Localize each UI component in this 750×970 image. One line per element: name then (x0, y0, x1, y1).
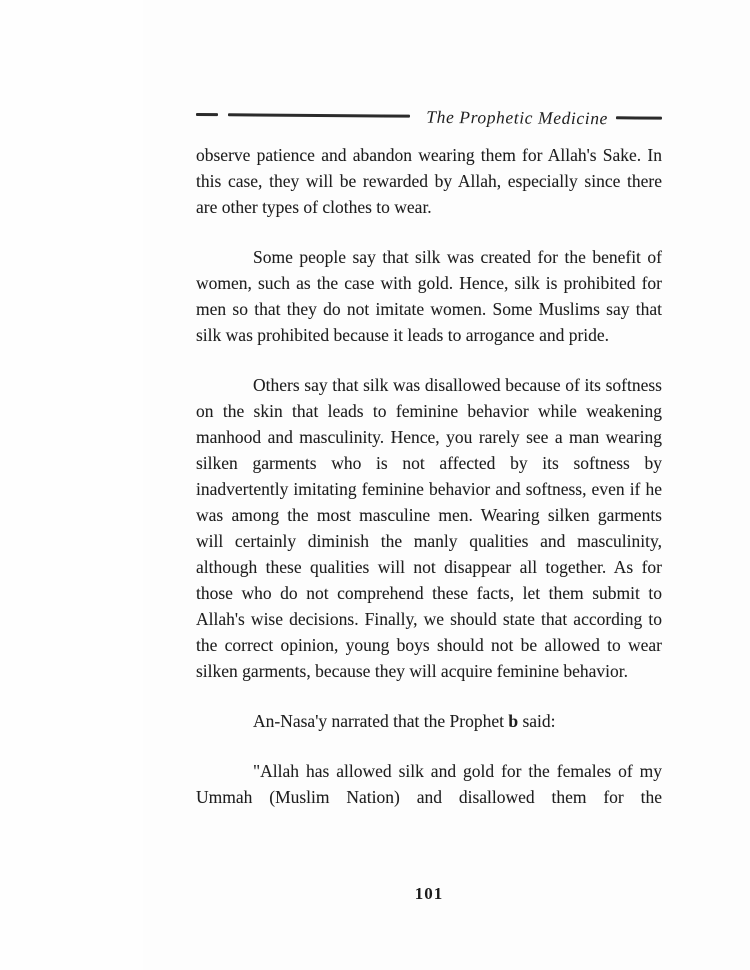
page-number: 101 (414, 884, 444, 903)
running-header (196, 104, 662, 129)
hadith-intro-prefix: An-Nasa'y narrated that the Prophet (253, 711, 509, 731)
header-rule-right (616, 117, 662, 120)
paragraph-silk-for-women: Some people say that silk was created for the benefit of women, such as the case with gold. Hence, silk is prohibited for men so that they do not imitate women. Some Muslims say that silk was prohibited because it leads to arrogance and pride. (196, 247, 662, 345)
hadith-intro (196, 708, 662, 734)
paragraph-silk-softness: Others say that silk was disallowed because of its softness on the skin that leads to feminine behavior while weakening manhood and masculinity. Hence, you rarely see a man wearing silken garments who is not affected by its softness by inadvertently imitating feminine behavior and softness, even if he was among the most masculine men. Wearing silken garments will certainly diminish the manly qualities and masculinity, although these qualities will not disappear all together. As for those who do not comprehend these facts, let them submit to Allah's wise decisions. Finally, we should state that according to the correct opinion, young boys should not be allowed to wear silken garments, because they will acquire feminine behavior. (196, 375, 662, 681)
running-header-title: The Prophetic Medicine (426, 106, 609, 129)
prophet-symbol: b (508, 711, 519, 731)
page-text (196, 142, 662, 834)
hadith-quote: "Allah has allowed silk and gold for the females of my Ummah (Muslim Nation) and disallowed them for the (196, 761, 662, 807)
paragraph-continuation: observe patience and abandon wearing them for Allah's Sake. In this case, they will be rewarded by Allah, especially since there are other types of clothes to wear. (196, 145, 662, 217)
header-rule-left-dash (196, 113, 218, 116)
header-rule-left (228, 114, 410, 118)
hadith-intro-suffix: said: (518, 711, 556, 731)
